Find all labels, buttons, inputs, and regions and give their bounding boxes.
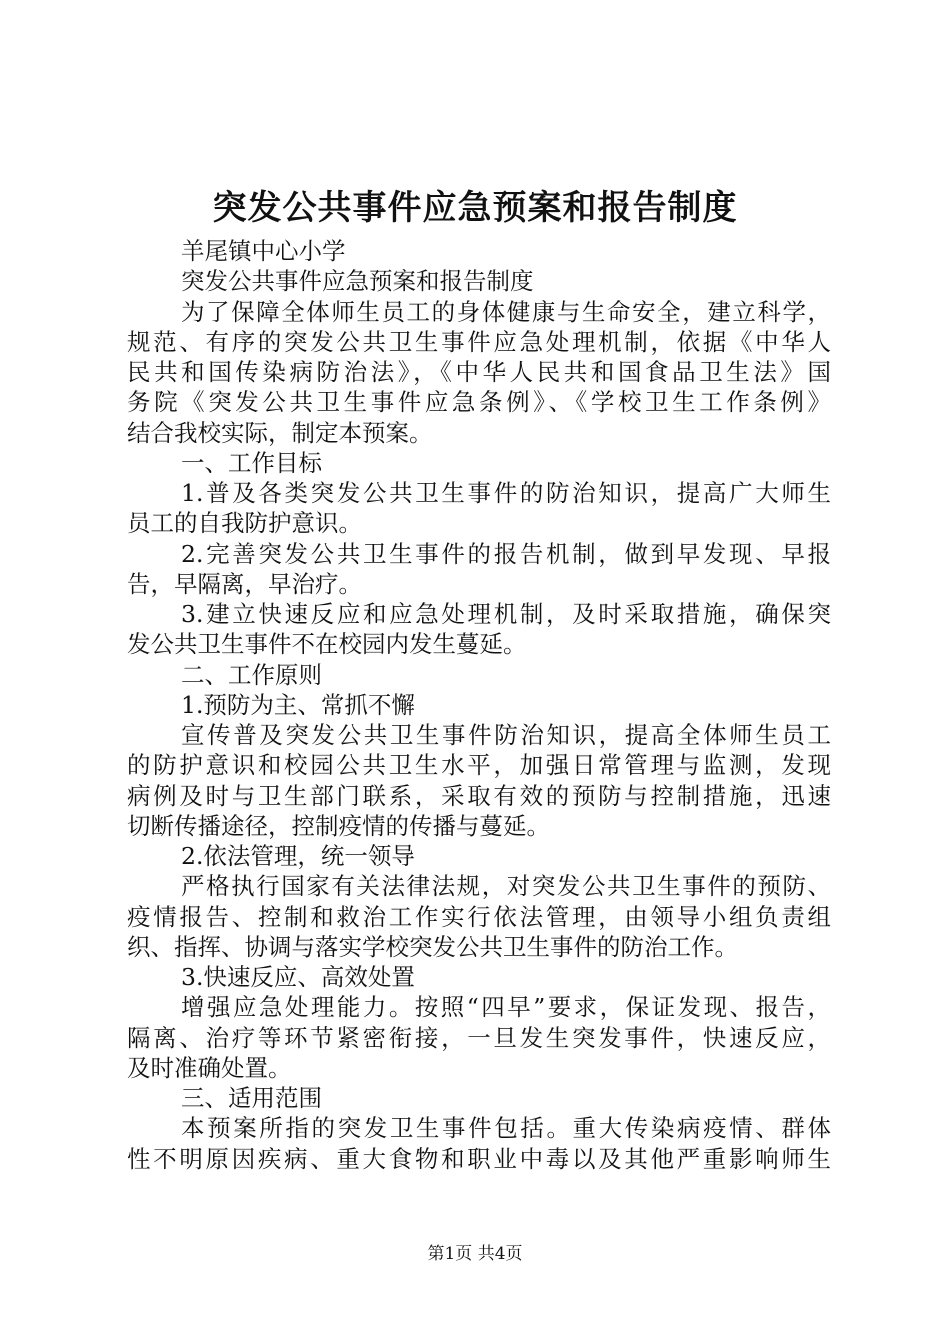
text-line: 务院《突发公共卫生事件应急条例》、《学校卫生工作条例》 <box>127 388 831 417</box>
text-line: 3.快速反应、高效处置 <box>181 963 415 991</box>
text-line: 严格执行国家有关法律法规，对突发公共卫生事件的预防、 <box>181 872 831 901</box>
text-line: 病例及时与卫生部门联系，采取有效的预防与控制措施，迅速 <box>127 781 831 810</box>
document-title: 突发公共事件应急预案和报告制度 <box>212 188 738 228</box>
text-line: 疫情报告、控制和救治工作实行依法管理，由领导小组负责组 <box>127 902 831 931</box>
text-line: 发公共卫生事件不在校园内发生蔓延。 <box>127 630 527 659</box>
text-line: 及时准确处置。 <box>127 1053 292 1082</box>
text-line: 规范、有序的突发公共卫生事件应急处理机制，依据《中华人 <box>127 327 831 356</box>
text-line: 为了保障全体师生员工的身体健康与生命安全，建立科学， <box>181 297 831 326</box>
document-body <box>127 236 831 1174</box>
text-line: 突发公共事件应急预案和报告制度 <box>181 267 534 296</box>
text-line: 民共和国传染病防治法》，《中华人民共和国食品卫生法》国 <box>127 358 831 386</box>
text-line: 告，早隔离，早治疗。 <box>127 569 362 598</box>
text-line: 隔离、治疗等环节紧密衔接，一旦发生突发事件，快速反应， <box>127 1023 831 1052</box>
text-line: 结合我校实际，制定本预案。 <box>127 418 433 447</box>
text-line: 三、适用范围 <box>181 1084 322 1112</box>
page-number: 第1页 共4页 <box>427 1244 523 1264</box>
text-line: 2.依法管理，统一领导 <box>181 842 415 870</box>
text-line: 员工的自我防护意识。 <box>127 509 362 538</box>
text-line: 羊尾镇中心小学 <box>181 237 346 265</box>
text-line: 织、指挥、协调与落实学校突发公共卫生事件的防治工作。 <box>127 932 738 961</box>
text-line: 切断传播途径，控制疫情的传播与蔓延。 <box>127 811 550 840</box>
text-line: 本预案所指的突发卫生事件包括。重大传染病疫情、群体 <box>181 1114 831 1143</box>
text-line: 2.完善突发公共卫生事件的报告机制，做到早发现、早报 <box>181 539 831 568</box>
text-line: 性不明原因疾病、重大食物和职业中毒以及其他严重影响师生 <box>127 1144 831 1173</box>
text-line: 3.建立快速反应和应急处理机制，及时采取措施，确保突 <box>181 600 831 628</box>
text-line: 二、工作原则 <box>181 660 322 689</box>
text-line: 一、工作目标 <box>181 448 322 477</box>
text-line: 宣传普及突发公共卫生事件防治知识，提高全体师生员工 <box>181 721 831 749</box>
text-line: 1.普及各类突发公共卫生事件的防治知识，提高广大师生 <box>181 479 831 507</box>
text-line: 增强应急处理能力。按照“四早”要求，保证发现、报告， <box>181 993 831 1022</box>
text-line: 1.预防为主、常抓不懈 <box>181 690 415 719</box>
text-line: 的防护意识和校园公共卫生水平，加强日常管理与监测，发现 <box>127 751 831 780</box>
